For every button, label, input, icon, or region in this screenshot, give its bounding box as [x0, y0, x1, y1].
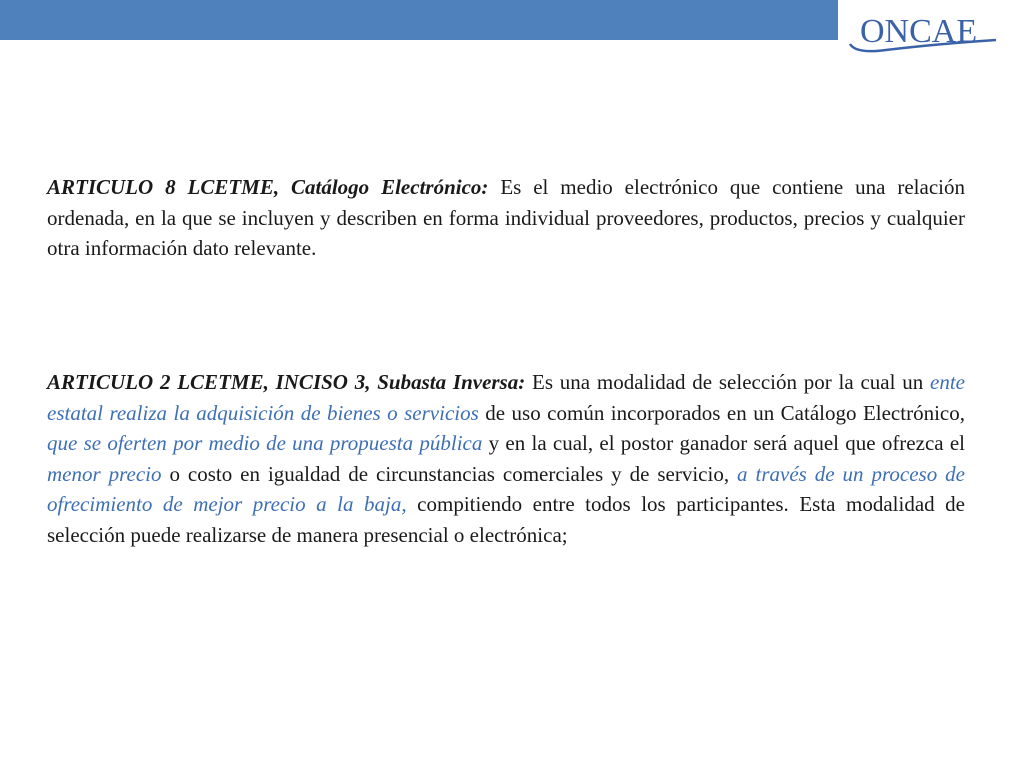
- header-bar: [0, 0, 838, 40]
- article-2-text-5: compitiendo entre todos los participantes. Esta modalidad de selección puede realizarse de manera presencial o electrónica;: [47, 492, 965, 547]
- article-2-text-1: Es una modalidad de selección por la cual un: [525, 370, 931, 394]
- article-8-body: Es el medio electrónico que contiene una relación ordenada, en la que se incluyen y describen en forma individual proveedores, productos, precios y cualquier otra información dato relevante.: [47, 175, 965, 260]
- logo-text: ONCAE: [860, 13, 978, 50]
- article-2-text-4: o costo en igualdad de circunstancias comerciales y de servicio,: [161, 461, 738, 486]
- oncae-logo-icon: [846, 4, 1016, 60]
- article-2-paragraph: [47, 367, 965, 550]
- article-2-highlight-1: ente estatal realiza la adquisición de bienes o servicios: [47, 370, 965, 425]
- article-8-paragraph: [47, 172, 965, 264]
- article-2-heading: ARTICULO 2 LCETME, INCISO 3, Subasta Inversa:: [47, 370, 526, 394]
- article-2-text-3: y en la cual, el postor ganador será aquel que ofrezca el: [482, 431, 965, 455]
- article-8-heading: ARTICULO 8 LCETME, Catálogo Electrónico:: [47, 175, 489, 199]
- article-2-highlight-2: que se oferten por medio de una propuesta pública: [47, 431, 483, 455]
- article-2-highlight-3: menor precio: [47, 461, 162, 486]
- article-2-text-2: de uso común incorporados en un Catálogo Electrónico,: [478, 400, 965, 425]
- article-2-highlight-4: a través de un proceso de ofrecimiento de mejor precio a la baja,: [47, 461, 965, 516]
- oncae-logo: [846, 4, 1016, 60]
